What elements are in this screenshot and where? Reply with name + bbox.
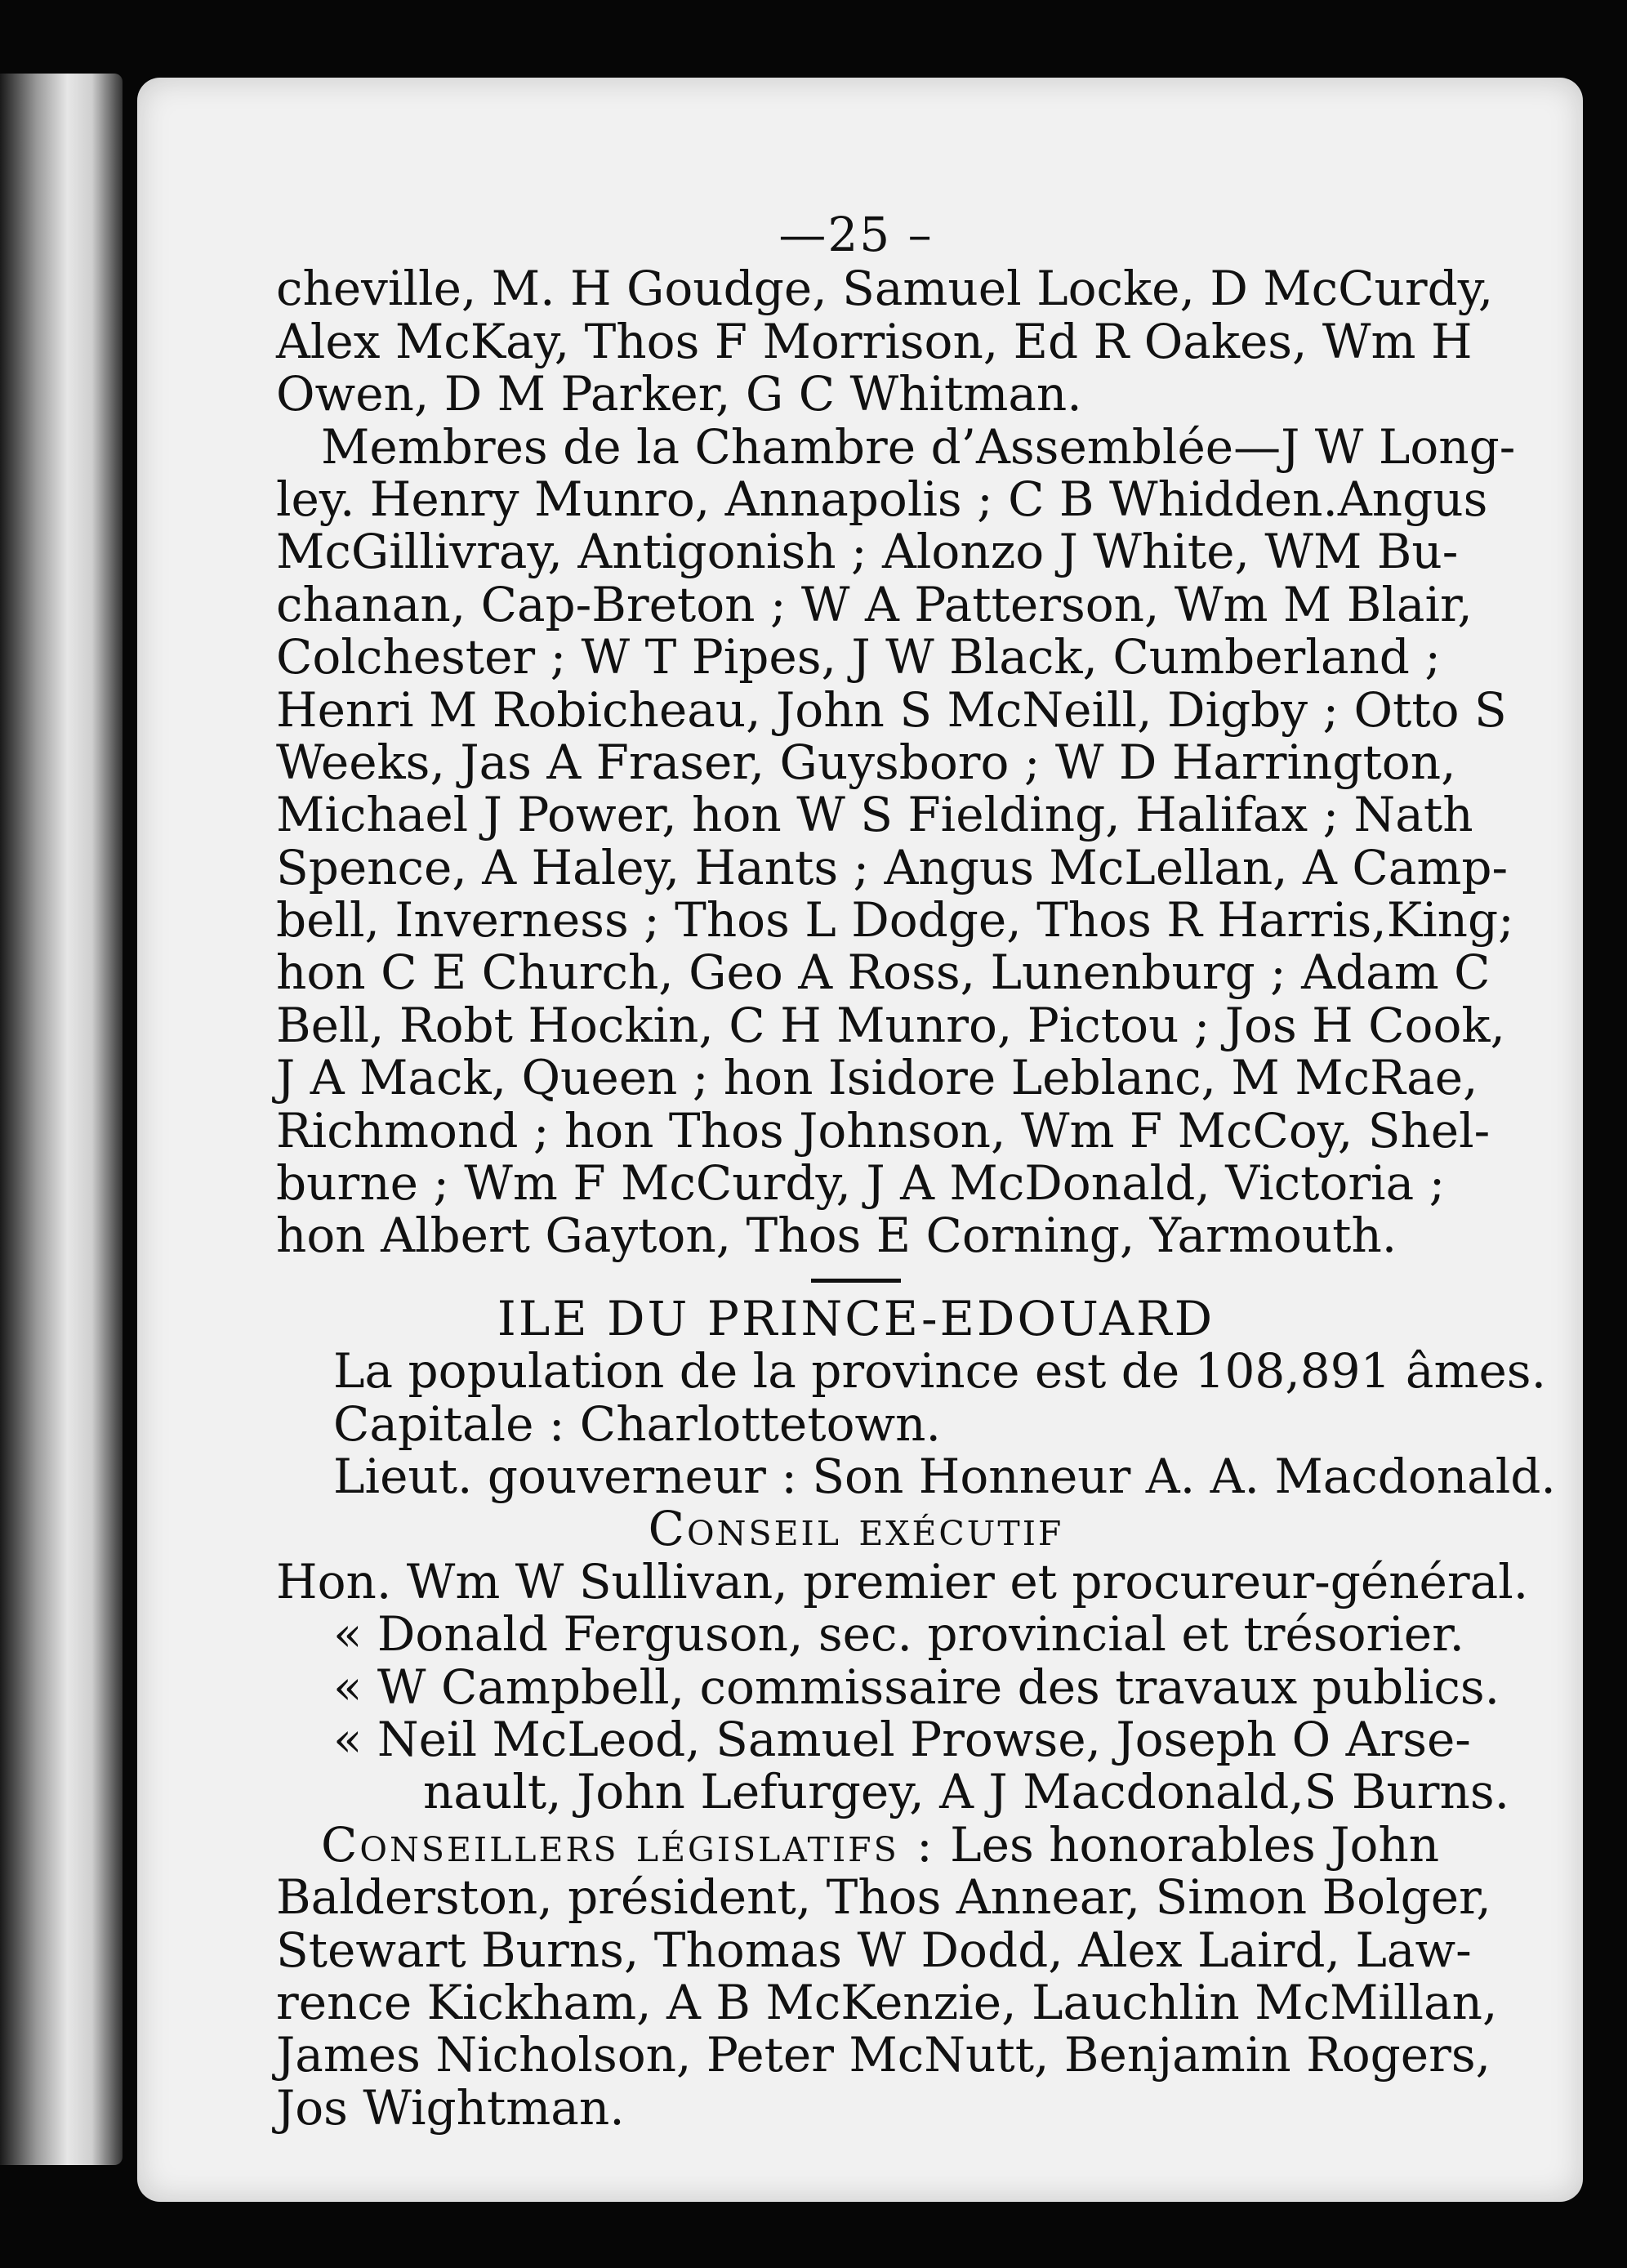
conseil-line: « Neil McLeod, Samuel Prowse, Joseph O Arse-: [333, 1711, 1471, 1767]
text-line: Richmond ; hon Thos Johnson, Wm F McCoy, Shel-: [276, 1102, 1491, 1159]
conseil-line: nault, John Lefurgey, A J Macdonald,S Burns.: [423, 1764, 1510, 1820]
conseil-line: Hon. Wm W Sullivan, premier et procureur-général.: [276, 1553, 1529, 1609]
legislatifs-line: Stewart Burns, Thomas W Dodd, Alex Laird, Law-: [276, 1922, 1472, 1978]
text-line: Weeks, Jas A Fraser, Guysboro ; W D Harrington,: [276, 734, 1456, 790]
text-line: Colchester ; W T Pipes, J W Black, Cumberland ;: [276, 629, 1441, 685]
text-line: Bell, Robt Hockin, C H Munro, Pictou ; Jos H Cook,: [276, 997, 1505, 1053]
legislatifs-line: Jos Wightman.: [276, 2079, 625, 2136]
text-line: Michael J Power, hon W S Fielding, Halifax ; Nath: [276, 787, 1473, 843]
text-line: Owen, D M Parker, G C Whitman.: [276, 366, 1082, 422]
text-line: burne ; Wm F McCurdy, J A McDonald, Victoria ;: [276, 1155, 1446, 1212]
text-line: hon C E Church, Geo A Ross, Lunenburg ; Adam C: [276, 944, 1491, 1001]
conseil-executif-heading: Conseil exécutif: [648, 1501, 1064, 1557]
lieutenant-governor-line: Lieut. gouverneur : Son Honneur A. A. Macdonald.: [333, 1449, 1556, 1504]
text-line: J A Mack, Queen ; hon Isidore Leblanc, M McRae,: [276, 1050, 1478, 1106]
text-line: cheville, M. H Goudge, Samuel Locke, D McCurdy,: [276, 261, 1494, 317]
legislatifs-line: Balderston, président, Thos Annear, Simon Bolger,: [276, 1869, 1491, 1926]
previous-page-edge: [0, 74, 123, 2165]
population-line: La population de la province est de 108,891 âmes.: [333, 1343, 1547, 1400]
conseil-line: « W Campbell, commissaire des travaux publics.: [333, 1659, 1500, 1715]
book-page: [137, 78, 1583, 2202]
legislatifs-line: rence Kickham, A B McKenzie, Lauchlin McMillan,: [276, 1974, 1498, 2030]
text-line: chanan, Cap-Breton ; W A Patterson, Wm M Blair,: [276, 576, 1473, 632]
conseil-line: « Donald Ferguson, sec. provincial et trésorier.: [333, 1606, 1464, 1663]
page-content: [276, 207, 1556, 2136]
section-divider: [811, 1279, 901, 1283]
text-line: bell, Inverness ; Thos L Dodge, Thos R Harris,King;: [276, 892, 1514, 949]
legislatifs-line: James Nicholson, Peter McNutt, Benjamin Rogers,: [276, 2027, 1491, 2083]
legislatifs-label: Conseillers législatifs :: [321, 1816, 935, 1873]
legislatifs-first-line: [276, 1816, 1440, 1873]
text-line: Spence, A Haley, Hants ; Angus McLellan, A Camp-: [276, 839, 1509, 895]
page-number: —25 –: [778, 207, 934, 262]
capitale-line: Capitale : Charlottetown.: [333, 1395, 941, 1452]
section-heading: ILE DU PRINCE-EDOUARD: [497, 1290, 1215, 1346]
text-line: Membres de la Chambre d’Assemblée—J W Long-: [321, 418, 1516, 475]
text-line: ley. Henry Munro, Annapolis ; C B Whidden.Angus: [276, 471, 1488, 527]
text-line: Henri M Robicheau, John S McNeill, Digby ; Otto S: [276, 681, 1507, 738]
legislatifs-first-text: Les honorables John: [950, 1816, 1440, 1873]
text-line: McGillivray, Antigonish ; Alonzo J White, WM Bu-: [276, 524, 1459, 580]
text-line: Alex McKay, Thos F Morrison, Ed R Oakes, Wm H: [276, 313, 1473, 369]
text-line: hon Albert Gayton, Thos E Corning, Yarmouth.: [276, 1208, 1397, 1264]
